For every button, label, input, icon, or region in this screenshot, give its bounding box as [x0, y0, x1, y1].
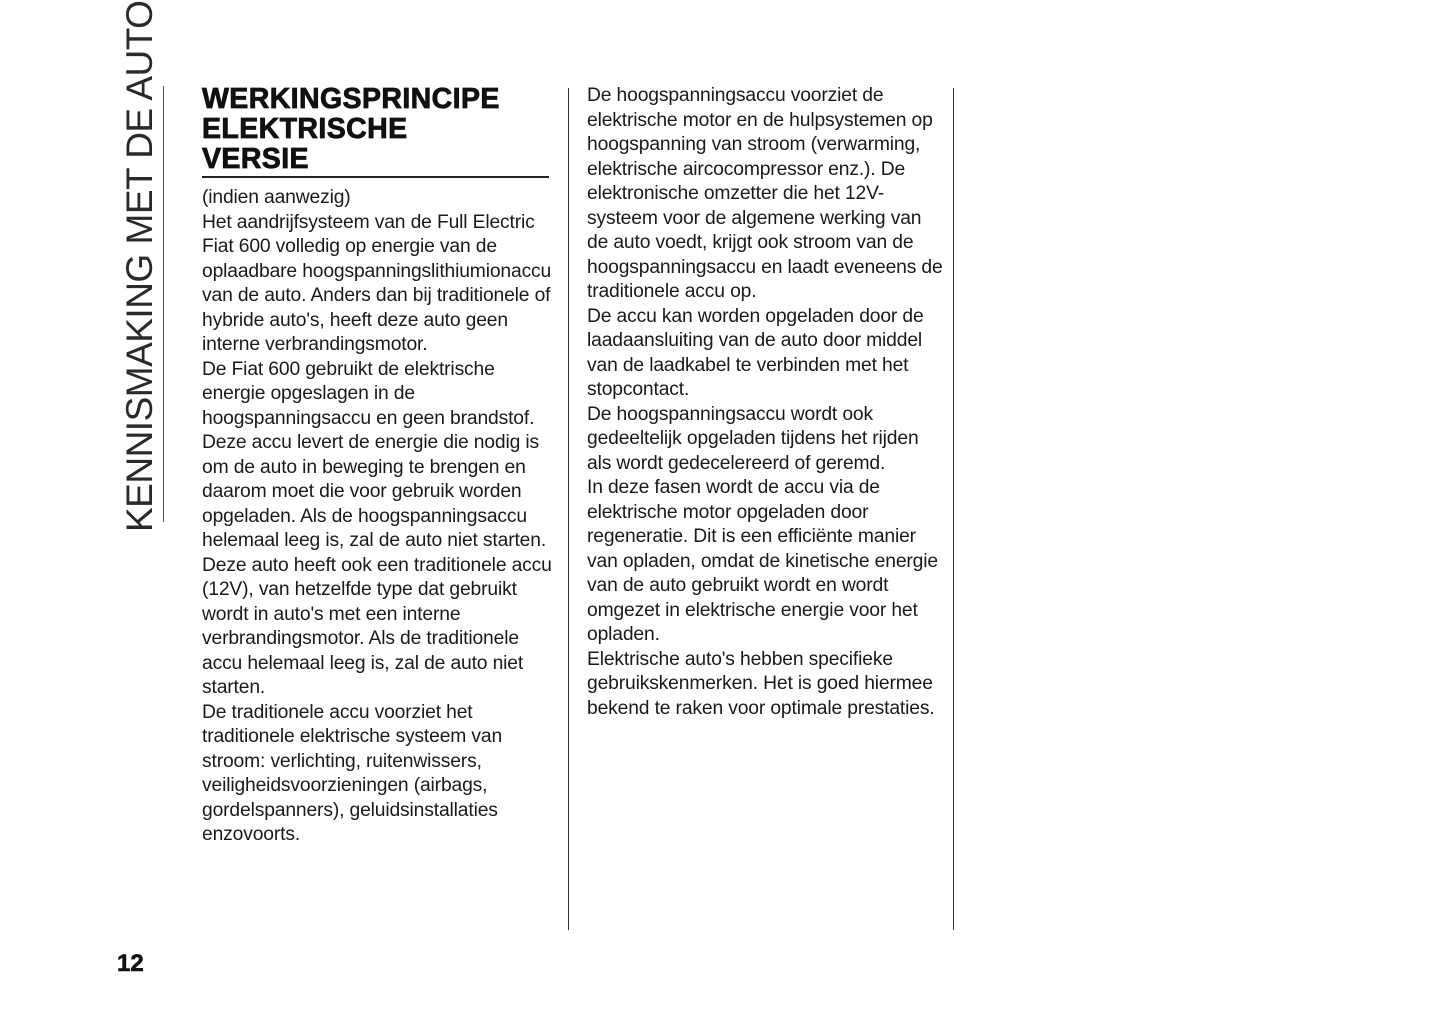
heading-line-2: ELEKTRISCHE: [202, 113, 408, 145]
section-side-title-wrapper: [118, 0, 162, 532]
text-column-left: [202, 84, 554, 848]
heading-line-3: VERSIE: [202, 143, 309, 175]
paragraph: De accu kan worden opgeladen door de laadaansluiting van de auto door middel van de laadkabel te verbinden met het stopcontact.: [587, 305, 924, 400]
page-number: 12: [117, 950, 144, 977]
column-divider-1: [568, 88, 569, 930]
heading-line-1: WERKINGSPRINCIPE: [202, 83, 500, 115]
paragraph: Het aandrijfsysteem van de Full Electric Fiat 600 volledig op energie van de oplaadbare hoogspanningslithiumionaccu van de auto. Anders dan bij traditionele of hybride auto's, heeft deze auto geen interne verbrandingsmotor.: [202, 211, 552, 355]
paragraph: De hoogspanningsaccu wordt ook gedeeltelijk opgeladen tijdens het rijden als wordt gedecelereerd of geremd.: [587, 403, 919, 474]
section-heading: [202, 84, 549, 178]
paragraph: In deze fasen wordt de accu via de elektrische motor opgeladen door regeneratie. Dit is een efficiënte manier van opladen, omdat de kinetische energie van de auto gebruikt wordt en wordt omgezet in elektrische energie voor het opladen.: [587, 477, 938, 645]
paragraph: Elektrische auto's hebben specifieke gebruikskenmerken. Het is goed hiermee bekend te raken voor optimale prestaties.: [587, 648, 935, 719]
side-title-divider: [163, 86, 164, 522]
availability-note: (indien aanwezig): [202, 187, 351, 208]
paragraph: Deze auto heeft ook een traditionele accu (12V), van hetzelfde type dat gebruikt wordt in auto's met een interne verbrandingsmotor. Als de traditionele accu helemaal leeg is, zal de auto niet starten.: [202, 554, 552, 698]
paragraph: De Fiat 600 gebruikt de elektrische energie opgeslagen in de hoogspanningsaccu en geen brandstof. Deze accu levert de energie die nodig is om de auto in beweging te brengen en daarom moet die voor gebruik worden opgeladen. Als de hoogspanningsaccu helemaal leeg is, zal de auto niet starten.: [202, 358, 547, 551]
column-divider-2: [953, 88, 954, 930]
section-side-title: KENNISMAKING MET DE AUTO: [119, 0, 160, 532]
paragraph: De hoogspanningsaccu voorziet de elektrische motor en de hulpsystemen op hoogspanning van stroom (verwarming, elektrische aircocompressor enz.). De elektronische omzetter die het 12V-systeem voor de algemene werking van de auto voedt, krijgt ook stroom van de hoogspanningsaccu en laadt eveneens de traditionele accu op.: [587, 85, 943, 302]
paragraph: De traditionele accu voorziet het traditionele elektrische systeem van stroom: verlichting, ruitenwissers, veiligheidsvoorzieningen (airbags, gordelspanners), geluidsinstallaties enzovoorts.: [202, 701, 503, 845]
text-column-right: [587, 84, 947, 721]
